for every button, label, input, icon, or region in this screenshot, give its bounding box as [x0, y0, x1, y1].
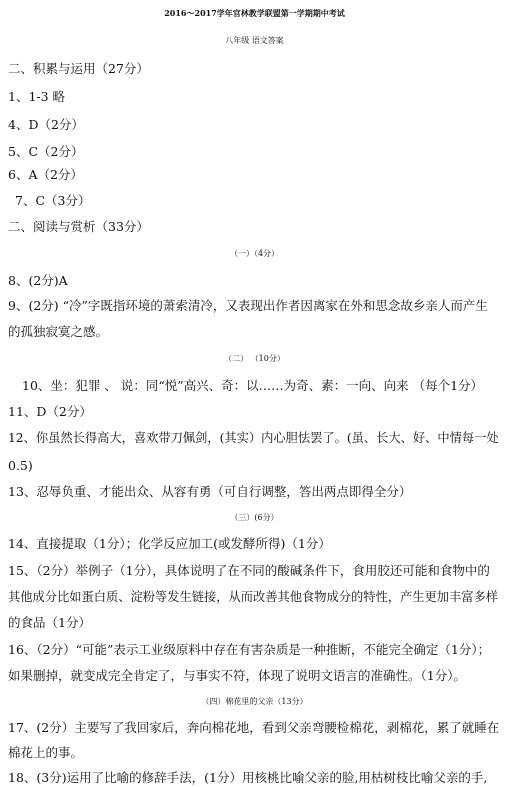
answer-line-continued: 0.5) [8, 458, 33, 473]
subsection-heading: （一）（4分） [229, 249, 280, 258]
page-title: 2016～2017学年官林教学联盟第一学期期中考试 [164, 8, 345, 18]
answer-line-continued: 棉花上的事。 [8, 745, 84, 760]
answer-line: 10、坐：犯罪 、 说：同“悦”高兴、奇：以……为奇、素：一向、向来 （每个1分） [22, 378, 484, 393]
answer-line: 12、你虽然长得高大，喜欢带刀佩剑，(其实）内心胆怯罢了。(虽、长大、好、中情每一处 [8, 431, 499, 445]
subsection-heading: （三）(6分） [230, 513, 279, 522]
answer-line: 17、(2分）主要写了我回家后，奔向棉花地，看到父亲弯腰检棉花，剥棉花，累了就睡在 [8, 720, 500, 735]
section-heading: 二、积累与运用（27分） [8, 61, 149, 76]
answer-line: 1、1-3 略 [8, 89, 66, 104]
answer-line: 6、A（2分） [8, 167, 83, 182]
subsection-heading: （二） （10分） [224, 354, 285, 363]
answer-line-continued: 的食品（1分） [8, 615, 91, 630]
answer-line: 15、（2分）举例子（1分），具体说明了在不同的酸碱条件下，食用胶还可能和食物中的 [8, 563, 490, 578]
answer-line: 16、（2分）“可能”表示工业级原料中存在有害杂质是一种推断，不能完全确定（1分）； [8, 642, 491, 657]
answer-line: 9、(2分) “冷”字既指环境的萧索清冷，又表现出作者因离家在外和思念故乡亲人而产生 [8, 298, 488, 313]
answer-line-continued: 如果删掉，就变成完全肯定了，与事实不符，体现了说明文语言的准确性。（1分）。 [8, 668, 466, 683]
answer-line: 8、(2分)A [8, 273, 68, 288]
answer-line: 14、直接提取（1分）；化学反应加工(或发酵所得)（1分） [8, 536, 331, 551]
answer-line: 13、忍辱负重、才能出众、从容有勇（可自行调整，答出两点即得全分） [8, 484, 412, 499]
answer-line: 18、(3分)运用了比喻的修辞手法，(1分）用核桃比喻父亲的脸,用枯树枝比喻父亲的手, [8, 770, 488, 785]
answer-line-continued: 的孤独寂寞之感。 [8, 324, 109, 339]
answer-line-continued: 其他成分比如蛋白质、淀粉等发生链接，从而改善其他食物成分的特性，产生更加丰富多样 [8, 590, 498, 604]
answer-line: 7、C（3分） [15, 193, 91, 208]
answer-line: 5、C（2分） [8, 144, 84, 159]
subsection-heading: （四）棉花里的父亲（13分） [201, 697, 308, 706]
answer-line: 11、D（2分） [8, 404, 92, 419]
section-heading: 二、阅读与赏析（33分） [8, 219, 149, 234]
page-subtitle: 八年级 语文答案 [225, 36, 284, 45]
answer-line: 4、D（2分） [8, 117, 84, 132]
